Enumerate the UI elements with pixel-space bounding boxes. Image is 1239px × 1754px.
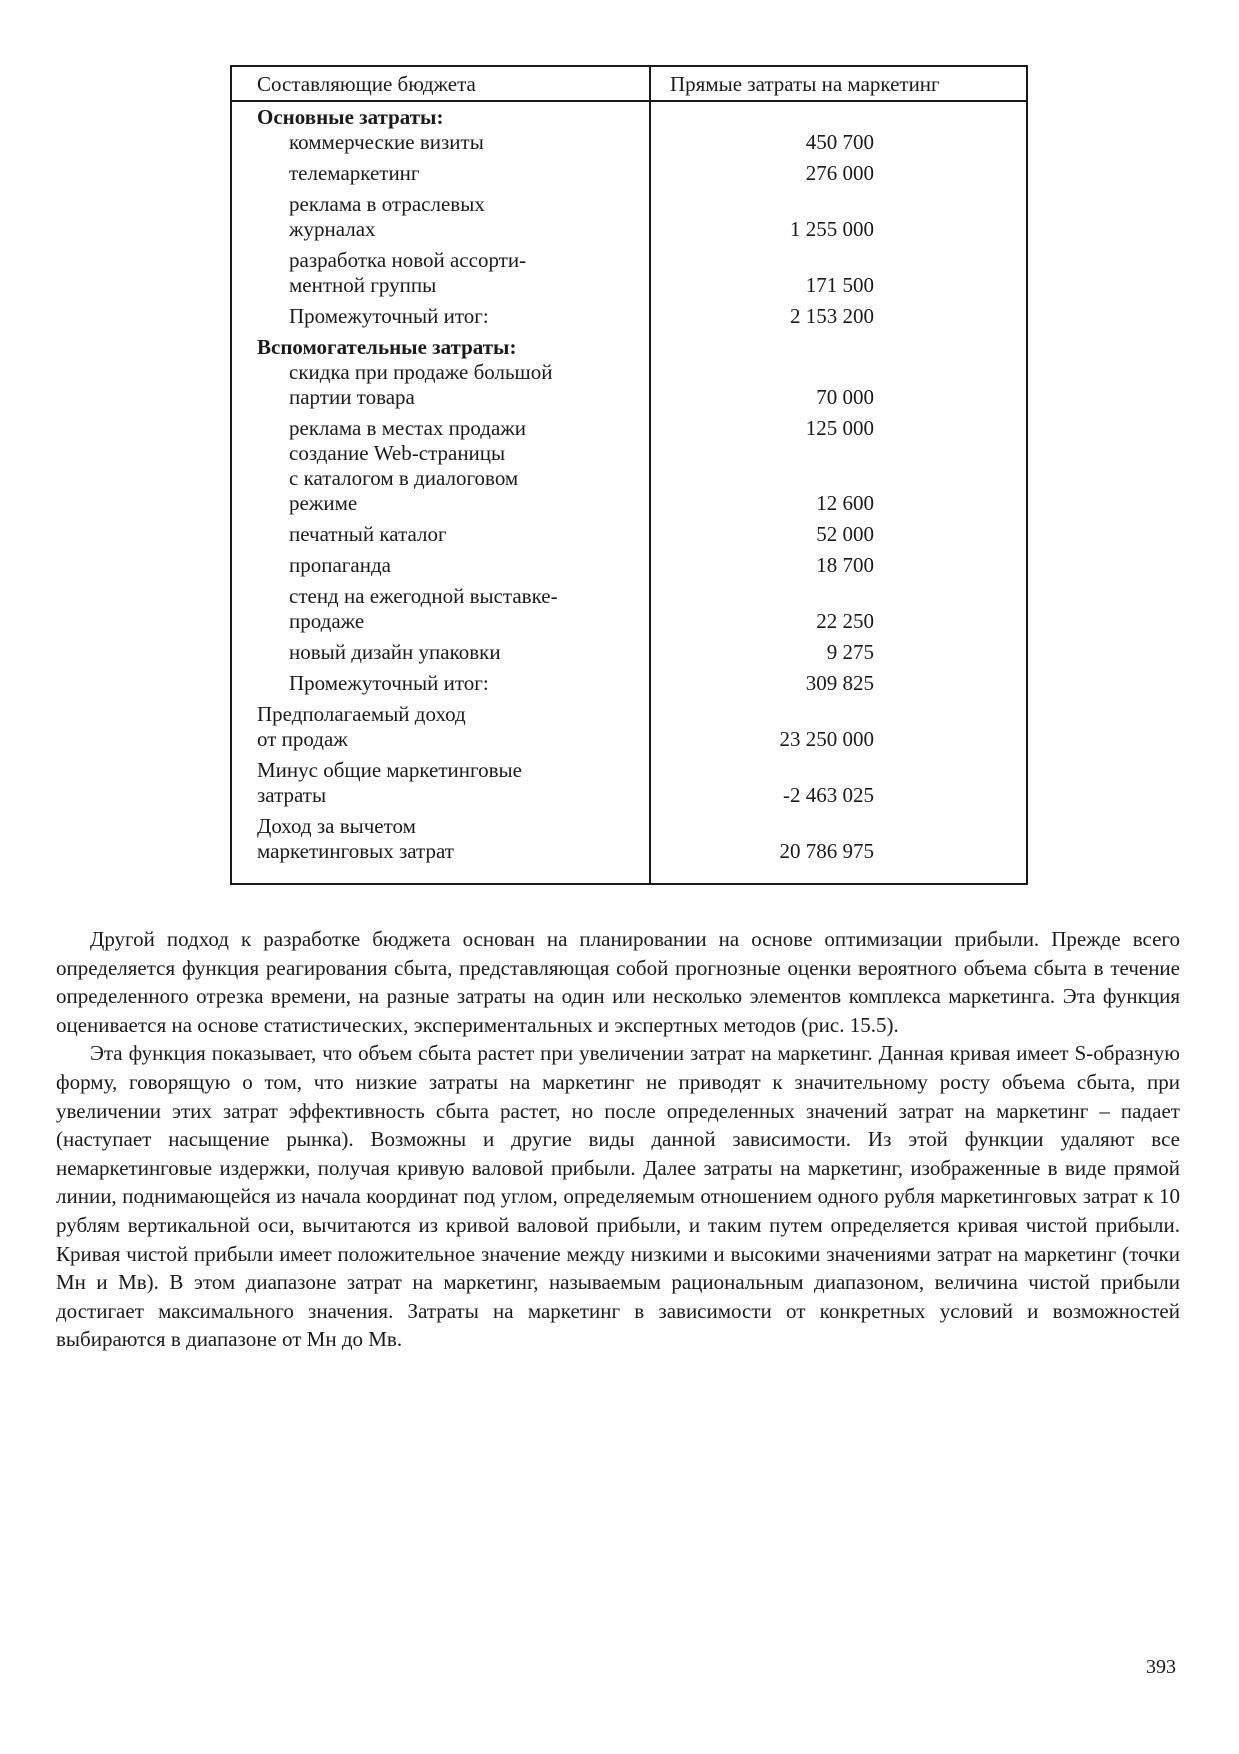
- row-label: реклама в местах продажи: [289, 416, 527, 440]
- table-row: [232, 335, 1026, 360]
- page-number: 393: [1146, 1656, 1176, 1678]
- row-value: -2 463 025: [783, 783, 874, 807]
- table-row: [232, 522, 1026, 547]
- table-row: [232, 248, 1026, 298]
- row-label: коммерческие визиты: [289, 130, 484, 154]
- row-label: новый дизайн упаковки: [289, 640, 501, 664]
- table-row: [232, 105, 1026, 130]
- table-header-direct-costs: Прямые затраты на маркетинг: [670, 72, 940, 96]
- row-value: 171 500: [805, 273, 874, 297]
- row-label: реклама в отраслевых журналах: [289, 192, 485, 241]
- row-value: 450 700: [805, 130, 874, 154]
- row-label: телемаркетинг: [289, 161, 420, 185]
- row-value: 125 000: [805, 416, 874, 440]
- table-row: [232, 671, 1026, 696]
- row-label: Основные затраты:: [257, 105, 444, 129]
- row-label: Промежуточный итог:: [289, 671, 489, 695]
- row-value: 1 255 000: [790, 217, 874, 241]
- row-value: 12 600: [816, 491, 874, 515]
- row-value: 276 000: [805, 161, 874, 185]
- table-row: [232, 192, 1026, 242]
- table-row: [232, 702, 1026, 752]
- row-label: печатный каталог: [289, 522, 447, 546]
- row-label: создание Web-страницы с каталогом в диалоговом режиме: [289, 441, 519, 515]
- paragraph: Эта функция показывает, что объем сбыта растет при увеличении затрат на маркетинг. Данная кривая имеет S-образную форму, говорящую о том, что низкие затраты на маркетинг не приводят к значительному росту объема сбыта, при увеличении этих затрат эффективность сбыта растет, но после определенных значений затрат на маркетинг – падает (наступает насыщение рынка). Возможны и другие виды данной зависимости. Из этой функции удаляют все немаркетинговые издержки, получая кривую валовой прибыли. Далее затраты на маркетинг, изображенные в виде прямой линии, поднимающейся из начала координат под углом, определяемым отношением одного рубля маркетинговых затрат к 10 рублям вертикальной оси, вычитаются из кривой валовой прибыли, и таким путем определяется кривая чистой прибыли. Кривая чистой прибыли имеет положительное значение между низкими и высокими значениями затрат на маркетинг (точки Mн и Mв). В этом диапазоне затрат на маркетинг, называемым рациональным диапазоном, величина чистой прибыли достигает максимального значения. Затраты на маркетинг в зависимости от конкретных условий и возможностей выбираются в диапазоне от Mн до Mв.: [56, 1041, 1180, 1352]
- table-row: [232, 161, 1026, 186]
- row-value: 18 700: [816, 553, 874, 577]
- table-row: [232, 814, 1026, 864]
- table-row: [232, 130, 1026, 155]
- table-row: [232, 441, 1026, 516]
- budget-table: [230, 65, 1028, 885]
- table-body: [232, 105, 1026, 870]
- table-row: [232, 304, 1026, 329]
- table-header-components: Составляющие бюджета: [257, 72, 476, 96]
- row-label: Предполагаемый доход от продаж: [257, 702, 466, 751]
- table-row: [232, 553, 1026, 578]
- table-row: [232, 416, 1026, 441]
- body-text: [56, 925, 1180, 1354]
- row-label: Доход за вычетом маркетинговых затрат: [257, 814, 454, 863]
- header-divider: [232, 100, 1026, 102]
- paragraph: Другой подход к разработке бюджета основан на планировании на основе оптимизации прибыли. Прежде всего определяется функция реагирования сбыта, представляющая собой прогнозные оценки вероятного объема сбыта в течение определенного отрезка времени, на разные затраты на один или несколько элементов комплекса маркетинга. Эта функция оценивается на основе статистических, экспериментальных и экспертных методов (рис. 15.5).: [56, 927, 1180, 1037]
- row-value: 309 825: [805, 671, 874, 695]
- row-label: скидка при продаже большой партии товара: [289, 360, 553, 409]
- table-row: [232, 640, 1026, 665]
- table-row: [232, 360, 1026, 410]
- row-label: стенд на ежегодной выставке- продаже: [289, 584, 558, 633]
- table-row: [232, 584, 1026, 634]
- row-label: Вспомогательные затраты:: [257, 335, 517, 359]
- row-label: Промежуточный итог:: [289, 304, 489, 328]
- row-value: 70 000: [816, 385, 874, 409]
- table-row: [232, 758, 1026, 808]
- row-value: 52 000: [816, 522, 874, 546]
- row-value: 2 153 200: [790, 304, 874, 328]
- row-value: 22 250: [816, 609, 874, 633]
- row-label: пропаганда: [289, 553, 391, 577]
- row-value: 23 250 000: [779, 727, 874, 751]
- row-label: Минус общие маркетинговые затраты: [257, 758, 522, 807]
- row-label: разработка новой ассорти- ментной группы: [289, 248, 527, 297]
- row-value: 20 786 975: [779, 839, 874, 863]
- row-value: 9 275: [826, 640, 874, 664]
